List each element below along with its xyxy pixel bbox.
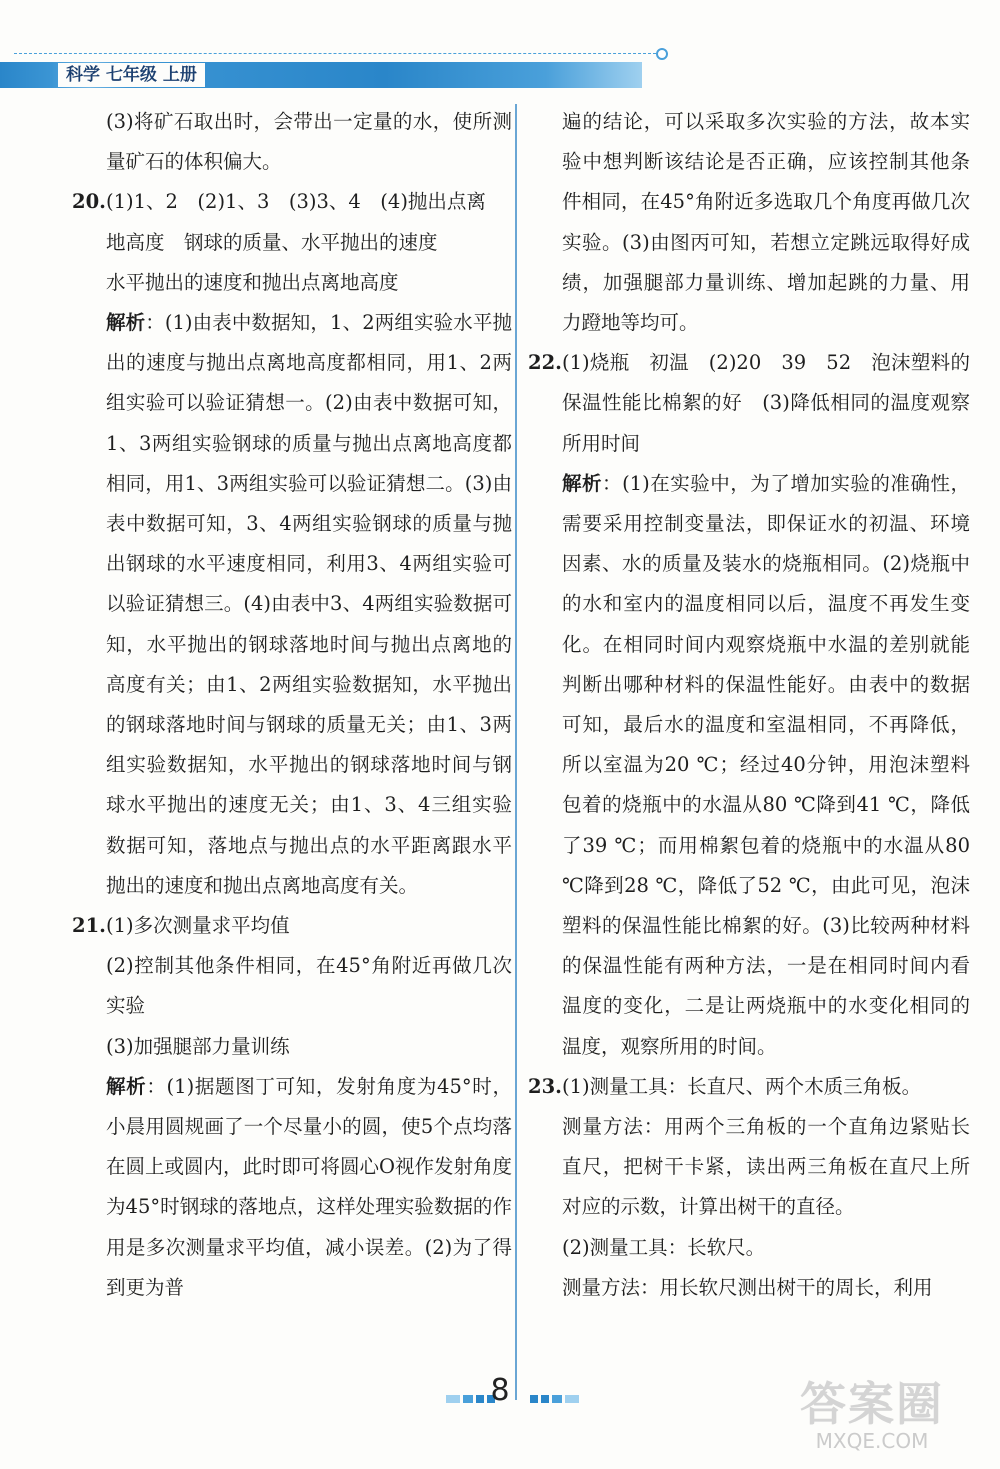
answer-20 (72, 182, 512, 906)
watermark-title: 答案圈 (800, 1377, 944, 1431)
question-number-21: 21. (72, 914, 106, 938)
answer-20-line-1: (1)1、2 (2)1、3 (3)3、4 (4)抛出点离 (106, 190, 486, 214)
answer-21-part3: (3)加强腿部力量训练 (106, 1034, 290, 1058)
header-dashed-rule (14, 53, 656, 54)
answer-20-line-2: 地高度 钢球的质量、水平抛出的速度 (106, 230, 438, 254)
analysis-label: 解析 (106, 1074, 147, 1098)
analysis-21 (72, 1067, 512, 1308)
answer-22-text: (1)烧瓶 初温 (2)20 39 52 泡沫塑料的保温性能比棉絮的好 (3)降低相同的温度观察所用时间 (562, 351, 970, 455)
column-divider (515, 104, 517, 1400)
right-column (528, 102, 970, 1308)
answer-22 (528, 343, 970, 1067)
page-number: 8 (490, 1373, 510, 1408)
footer-ornament-right (530, 1388, 582, 1396)
header-circle-ornament (656, 48, 668, 60)
analysis-20-text: ：(1)由表中数据知，1、2两组实验水平抛出的速度与抛出点离地高度都相同，用1、2两组实验可以验证猜想一。(2)由表中数据可知，1、3两组实验钢球的质量与抛出点离地高度都相同，用1、3两组实验可以验证猜想二。(3)由表中数据可知，3、4两组实验钢球的质量与抛出钢球的水平速度相同，利用3、4两组实验可以验证猜想三。(4)由表中3、4两组实验数据可知，水平抛出的钢球落地时间与抛出点离地的高度有关；由1、2两组实验数据知，水平抛出的钢球落地时间与钢球的质量无关；由1、3两组实验数据知，水平抛出的钢球落地时间与钢球水平抛出的速度无关；由1、3、4三组实验数据可知，落地点与抛出点的水平距离跟水平抛出的速度和抛出点离地高度有关。 (106, 311, 512, 897)
analysis-21-text: ：(1)据题图丁可知，发射角度为45°时，小晨用圆规画了一个尽量小的圆，使5个点均落在圆上或圆内，此时即可将圆心O视作发射角度为45°时钢球的落地点，这样处理实验数据的作用是多次测量求平均值，减小误差。(2)为了得到更为普 (106, 1074, 512, 1299)
answer-19-part3: (3)将矿石取出时，会带出一定量的水，使所测量矿石的体积偏大。 (106, 110, 512, 174)
answer-20-line-3: 水平抛出的速度和抛出点离地高度 (106, 270, 399, 294)
analysis-22-text: ：(1)在实验中，为了增加实验的准确性，需要采用控制变量法，即保证水的初温、环境因素、水的质量及装水的烧瓶相同。(2)烧瓶中的水和室内的温度相同以后，温度不再发生变化。在相同时间内观察烧瓶中水温的差别就能判断出哪种材料的保温性能好。由表中的数据可知，最后水的温度和室温相同，不再降低，所以室温为20 ℃；经过40分钟，用泡沫塑料包着的烧瓶中的水温从80 ℃降到41 ℃，降低了39 ℃；而用棉絮包着的烧瓶中的水温从80 ℃降到28 ℃，降低了52 ℃，由此可见，泡沫塑料的保温性能比棉絮的好。(3)比较两种材料的保温性能有两种方法，一是在相同时间内看温度的变化，二是让两烧瓶中的水变化相同的温度，观察所用的时间。 (562, 471, 970, 1058)
left-column (72, 102, 512, 1308)
header-title: 科学 七年级 上册 (58, 63, 205, 87)
analysis-label: 解析 (106, 311, 146, 335)
analysis-label: 解析 (562, 471, 603, 495)
analysis-22 (528, 464, 970, 1067)
answer-21-part2: (2)控制其他条件相同，在45°角附近再做几次实验 (106, 954, 512, 1018)
answer-23-method-2: 测量方法：用长软尺测出树干的周长，利用 (562, 1275, 933, 1299)
page-header (0, 50, 672, 94)
answer-21-part1: (1)多次测量求平均值 (106, 914, 290, 938)
answer-23 (528, 1067, 970, 1308)
analysis-20 (72, 303, 512, 906)
analysis-21-continued: 遍的结论，可以采取多次实验的方法，故本实验中想判断该结论是否正确，应该控制其他条件相同，在45°角附近多选取几个角度再做几次实验。(3)由图丙可知，若想立定跳远取得好成绩，加强腿部力量训练、增加起跳的力量、用力蹬地等均可。 (562, 110, 970, 335)
watermark-logo (800, 1378, 944, 1452)
question-number-22: 22. (528, 351, 562, 375)
answer-21 (72, 906, 512, 1308)
question-number-23: 23. (528, 1074, 562, 1098)
answer-23-tools-1: (1)测量工具：长直尺、两个木质三角板。 (562, 1074, 922, 1098)
answer-23-tools-2: (2)测量工具：长软尺。 (562, 1235, 766, 1259)
question-number-20: 20. (72, 190, 106, 214)
answer-23-method-1: 测量方法：用两个三角板的一个直角边紧贴长直尺，把树干卡紧，读出两三角板在直尺上所对应的示数，计算出树干的直径。 (562, 1115, 970, 1219)
watermark-url: MXQE.COM (815, 1429, 929, 1453)
